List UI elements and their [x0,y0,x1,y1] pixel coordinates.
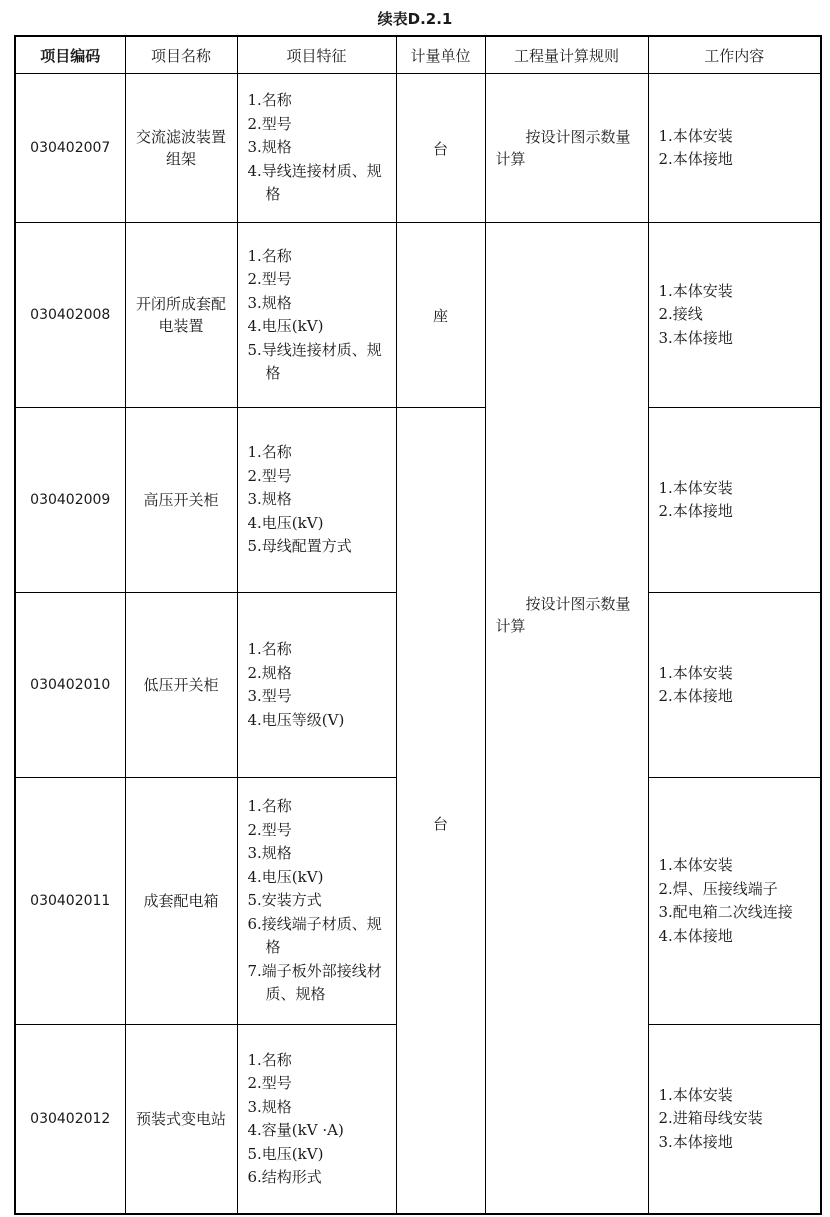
feature-item: 6.接线端子材质、规格 [247,914,382,957]
item-work [648,593,821,778]
feature-item: 3.规格 [247,138,292,157]
work-item: 1.本体安装 [658,856,733,874]
feature-item: 1.名称 [247,797,292,816]
item-work [648,223,821,408]
item-code: 030402009 [15,408,125,593]
work-item: 1.本体安装 [658,1085,733,1104]
work-item: 4.本体接地 [658,926,733,945]
feature-item: 2.型号 [247,1074,292,1092]
table-row [15,74,821,223]
item-work [648,408,821,593]
feature-item: 3.型号 [247,687,292,705]
feature-item: 2.型号 [247,270,292,288]
feature-item: 4.电压(kV) [247,317,324,335]
feature-item: 2.型号 [247,466,292,485]
item-name: 成套配电箱 [125,778,237,1025]
bill-of-quantities-table [14,35,822,1215]
item-features [237,778,396,1025]
feature-item: 3.规格 [247,1097,292,1116]
feature-item: 5.母线配置方式 [247,537,352,556]
work-item: 2.进箱母线安装 [658,1109,763,1128]
feature-item: 6.结构形式 [247,1168,322,1186]
feature-item: 4.电压(kV) [247,513,324,532]
table-caption: 续表D.2.1 [377,10,453,28]
table-row [15,223,821,408]
item-code: 030402010 [15,593,125,778]
feature-item: 2.规格 [247,663,292,682]
feature-item: 3.规格 [247,844,292,863]
work-item: 2.本体接地 [658,502,733,520]
feature-item: 3.规格 [247,293,292,312]
header-rule: 工程量计算规则 [485,36,648,74]
item-name: 低压开关柜 [125,593,237,778]
item-name: 开闭所成套配电装置 [125,223,237,408]
item-rule-merged: 按设计图示数量计算 [485,223,648,1215]
item-code: 030402012 [15,1025,125,1215]
work-item: 1.本体安装 [658,126,733,145]
item-unit-merged: 台 [396,408,485,1215]
header-name: 项目名称 [125,36,237,74]
work-item: 3.本体接地 [658,328,733,347]
feature-item: 4.导线连接材质、规格 [247,161,382,204]
work-item: 1.本体安装 [658,281,733,300]
work-item: 1.本体安装 [658,478,733,497]
header-features: 项目特征 [237,36,396,74]
feature-item: 5.安装方式 [247,891,322,910]
work-item: 2.本体接地 [658,150,733,168]
item-features [237,74,396,223]
item-code: 030402008 [15,223,125,408]
work-item: 2.接线 [658,305,703,324]
header-unit: 计量单位 [396,36,485,74]
feature-item: 1.名称 [247,246,292,265]
feature-item: 4.容量(kV ·A) [247,1121,344,1139]
table-row [15,408,821,593]
item-code: 030402011 [15,778,125,1025]
feature-item: 2.型号 [247,820,292,839]
item-unit: 台 [396,74,485,223]
item-features [237,593,396,778]
feature-item: 1.名称 [247,640,292,658]
feature-item: 1.名称 [247,1050,292,1069]
item-work [648,1025,821,1215]
feature-item: 5.导线连接材质、规格 [247,340,382,382]
header-code: 项目编码 [15,36,125,74]
item-features [237,1025,396,1215]
work-item: 1.本体安装 [658,663,733,682]
item-name: 高压开关柜 [125,408,237,593]
work-item: 3.本体接地 [658,1132,733,1151]
item-work [648,74,821,223]
item-features [237,408,396,593]
item-features [237,223,396,408]
feature-item: 1.名称 [247,443,292,462]
feature-item: 4.电压(kV) [247,867,324,886]
header-row [15,36,821,74]
work-item: 2.本体接地 [658,687,733,705]
feature-item: 5.电压(kV) [247,1144,324,1163]
work-item: 2.焊、压接线端子 [658,879,778,898]
item-name: 预装式变电站 [125,1025,237,1215]
header-work: 工作内容 [648,36,821,74]
item-rule: 按设计图示数量计算 [485,74,648,223]
feature-item: 1.名称 [247,91,292,110]
feature-item: 2.型号 [247,114,292,133]
feature-item: 3.规格 [247,490,292,509]
item-work [648,778,821,1025]
item-code: 030402007 [15,74,125,223]
item-unit: 座 [396,223,485,408]
work-item: 3.配电箱二次线连接 [658,903,793,921]
feature-item: 4.电压等级(V) [247,710,345,729]
feature-item: 7.端子板外部接线材质、规格 [247,961,382,1004]
item-name: 交流滤波装置组架 [125,74,237,223]
